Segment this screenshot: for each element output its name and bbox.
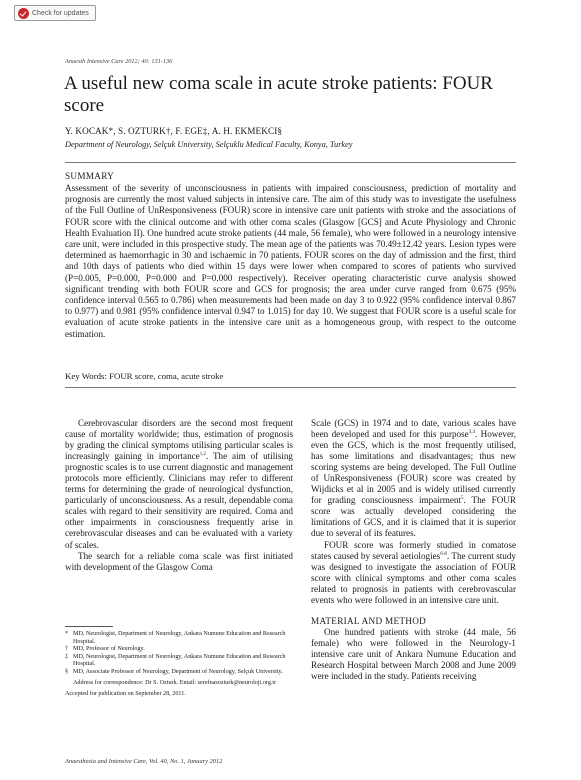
summary-heading: SUMMARY	[65, 171, 115, 181]
article-title: A useful new coma scale in acute stroke patients: FOUR score	[64, 73, 493, 116]
footnotes	[65, 631, 293, 698]
intro-paragraph-3: Scale (GCS) in 1974 and to date, various scales have been developed and used for this purpose$^{3,4}$. However, even the GCS, which is the most frequently utilised, has some limitations and disadvantages; thus new scoring systems are being developed. The Full Outline of UnResponsiveness (FOUR) score was created by Wijdicks et al in 2005 and is widely utilised currently for grading consciousness impairment$^5$. The FOUR score was actually developed considering the limitations of GCS, and it is claimed that it is superior due to several of its features.	[311, 418, 517, 539]
correspondence-address: Address for correspondence: Dr S. Ozturk. Email: serefnasozturk@neuroloji.org.tr	[73, 680, 277, 687]
page-footer: Anaesthesia and Intensive Care, Vol. 40, No. 1, January 2012	[65, 758, 223, 765]
intro-paragraph-4: FOUR score was formerly studied in comatose states caused by several aetiologies$^{6-8}$. The current study was designed to investigate the association of FOUR score with clinical symptoms and other coma scales related to prognosis in patients with cerebrovascular events who were followed in an intensive care unit.	[311, 539, 516, 605]
check-updates-label: Check for updates	[32, 9, 89, 17]
author-affiliation: Department of Neurology, Selçuk University, Selçuklu Medical Faculty, Konya, Turkey	[65, 140, 353, 149]
author-list: Y. KOCAK*, S. OZTURK†, F. EGE‡, A. H. EKMEKCI§	[65, 126, 283, 136]
footnote: ‡ MD, Neurologist, Department of Neurology, Ankara Numune Education and Research Hospital.	[65, 653, 286, 668]
summary-text: Assessment of the severity of unconsciousness in patients with impaired consciousness, prediction of mortality and prognosis are currently the most valued subjects in intensive care. The aim of this study was to investigate the usefulness of the Full Outline of UnResponsiveness (FOUR) score in intensive care unit patients with stroke and the associations of FOUR score with the clinical outcome and with other coma scales (Glasgow [GCS] and Acute Physiology and Chronic Health Evaluation II). One hundred acute stroke patients (44 male, 56 female), who were followed in a neurology intensive care unit, were included in this prospective study. The mean age of the patients was 70.49±12.42 years. Lesion types were determined as haemorrhagic in 30 and ischaemic in 70 patients. FOUR scores on the day of admission and the first, third and 10th days of patients who died within 15 days were lower when compared to scores of patients who survived (P=0.005, P=0.000, P=0.000 and P=0.000 respectively). Receiver operating characteristic curve analysis showed significant trending with both FOUR score and GCS for prognosis; the area under curve ranged from 0.675 (95% confidence interval 0.565 to 0.786) when measurements had been made on day 3 to 0.922 (95% confidence interval 0.867 to 0.977) and 0.981 (95% confidence interval 0.947 to 1.015) for day 10. We suggest that FOUR score is a useful scale for evaluation of acute stroke patients in the intensive care unit as a homogeneous group, with respect to the outcome estimation.	[65, 183, 516, 339]
intro-paragraph-1: Cerebrovascular disorders are the second most frequent cause of mortality worldwide; thus, estimation of prognosis by grading the clinical symptoms utilising particular scales is increasingly gaining in importance$^{1,2}$. The aim of utilising prognostic scales is to use current diagnostic and management protocols more efficiently. Clinicians may refer to different terms for determining the grade of neurological dysfunction, particularly of unconsciousness. As a result, dependable coma scales with regard to their sensitivity are required. Coma and other impairments in consciousness frequently arise in cerebrovascular diseases and can be evaluated with a variety of scales.	[65, 418, 293, 550]
journal-reference: Anaesth Intensive Care 2012; 40: 131-136	[65, 58, 173, 65]
intro-paragraph-2: The search for a reliable coma scale was first initiated with development of the Glasgow Coma	[65, 550, 293, 572]
body-column-left	[65, 418, 293, 573]
footnote: § MD, Associate Professor of Neurology, Department of Neurology, Selçuk University.	[65, 668, 283, 675]
methods-heading: MATERIAL AND METHOD	[311, 615, 427, 626]
footnote-rule	[65, 626, 113, 627]
methods-paragraph-1: One hundred patients with stroke (44 male, 56 female) who were followed in the Neurology-1 intensive care unit of Ankara Numune Education and Research Hospital between March 2008 and June 2009 were included in the study. Patients receiving	[311, 626, 516, 682]
summary-bottom-rule	[65, 387, 516, 388]
accepted-date: Accepted for publication on September 28, 2011.	[65, 690, 186, 697]
check-updates-badge-icon	[18, 8, 29, 19]
summary-top-rule	[65, 162, 516, 163]
footnote: * MD, Neurologist, Department of Neurology, Ankara Numune Education and Research Hospital.	[65, 631, 286, 645]
keywords: Key Words: FOUR score, coma, acute stroke	[65, 371, 224, 381]
footnote: † MD, Professor of Neurology.	[65, 646, 145, 653]
check-for-updates-button[interactable]	[14, 5, 96, 21]
body-column-right	[311, 418, 516, 682]
